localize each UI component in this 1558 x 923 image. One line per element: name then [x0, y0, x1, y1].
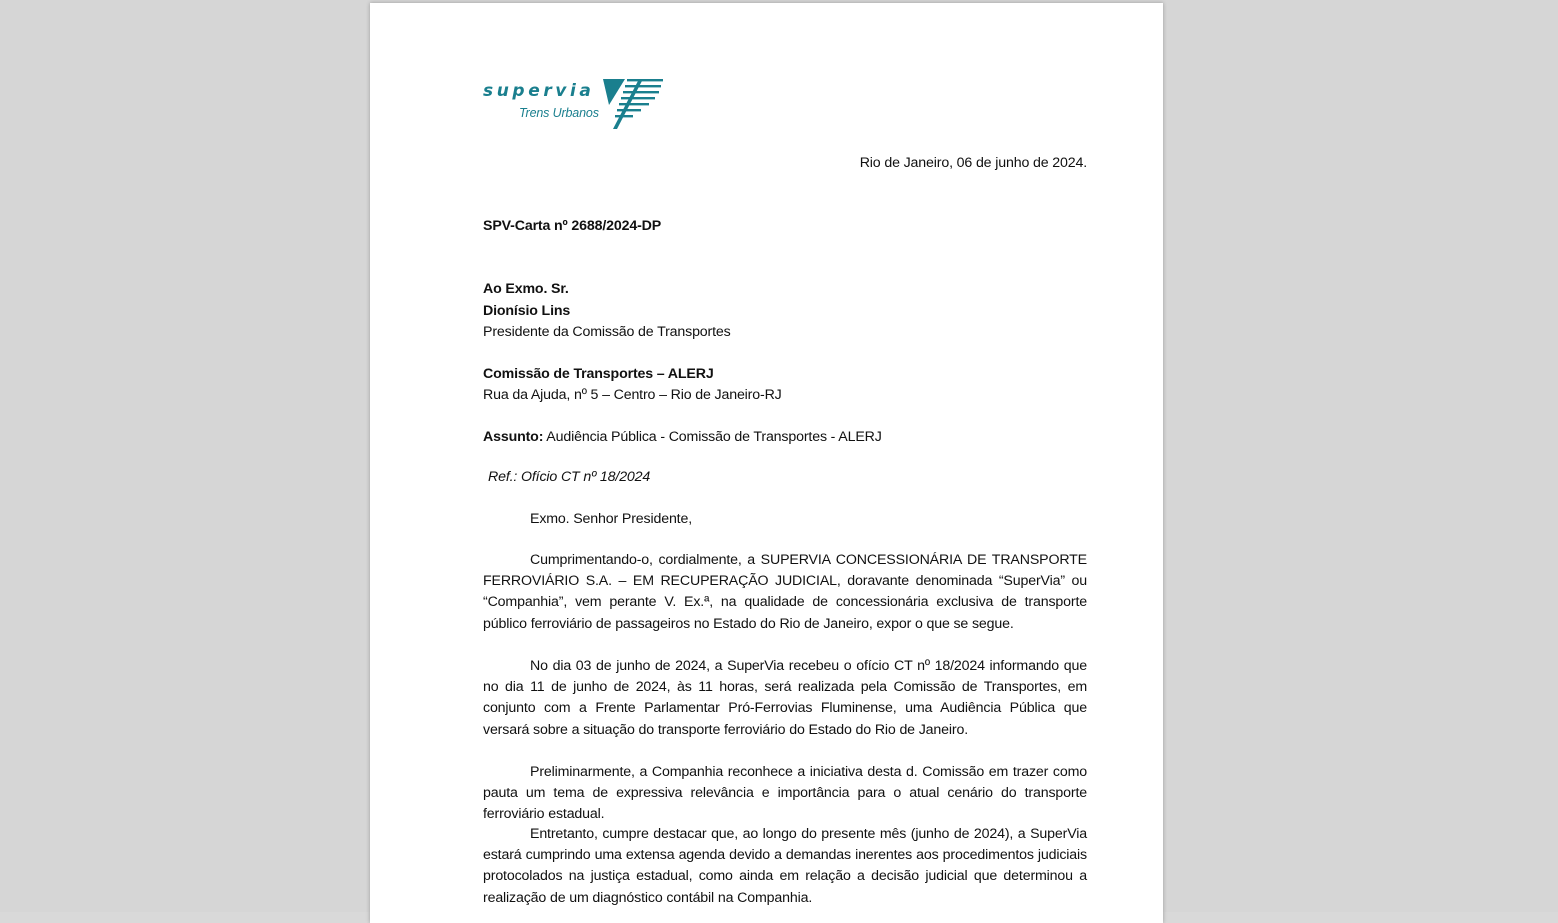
reference-number: SPV-Carta nº 2688/2024-DP [483, 218, 662, 234]
organization-name: Comissão de Transportes – ALERJ [483, 366, 714, 382]
place-date: Rio de Janeiro, 06 de junho de 2024. [859, 155, 1087, 171]
supervia-logo [483, 75, 673, 131]
subject-label: Assunto: [483, 429, 544, 445]
body-paragraph-2: No dia 03 de junho de 2024, a SuperVia recebeu o ofício CT nº 18/2024 informando que no dia 11 de junho de 2024, às 11 horas, será realizada pela Comissão de Transportes, em conjunto com a Frente Parlamentar Pró-Ferrovias Fluminense, uma Audiência Pública que versará sobre a situação do transporte ferroviário do Estado do Rio de Janeiro. [483, 658, 1087, 738]
greeting: Exmo. Senhor Presidente, [530, 511, 693, 527]
reference-line: Ref.: Ofício CT nº 18/2024 [488, 469, 651, 485]
logo-tagline: Trens Urbanos [519, 106, 599, 120]
body-paragraph-1: Cumprimentando-o, cordialmente, a SUPERVIA CONCESSIONÁRIA DE TRANSPORTE FERROVIÁRIO S.A. – EM RECUPERAÇÃO JUDICIAL, doravante denominada “SuperVia” ou “Companhia”, vem perante V. Ex.ª, na qualidade de concessionária exclusiva de transporte público ferroviário de passageiros no Estado do Rio de Janeiro, expor o que se segue. [483, 552, 1087, 632]
body-paragraph-3: Preliminarmente, a Companhia reconhece a iniciativa desta d. Comissão em trazer como pauta um tema de expressiva relevância e importância para o atual cenário do transporte ferroviário estadual. [483, 764, 1087, 823]
recipient-salutation: Ao Exmo. Sr. [483, 281, 569, 297]
recipient-title: Presidente da Comissão de Transportes [483, 324, 731, 340]
subject-text: Audiência Pública - Comissão de Transportes - ALERJ [546, 429, 882, 445]
supervia-logo-icon [603, 75, 663, 131]
organization-address: Rua da Ajuda, nº 5 – Centro – Rio de Janeiro-RJ [483, 387, 782, 403]
logo-brand: supervia [483, 81, 595, 101]
recipient-name: Dionísio Lins [483, 303, 571, 319]
body-paragraph-4: Entretanto, cumpre destacar que, ao longo do presente mês (junho de 2024), a SuperVia estará cumprindo uma extensa agenda devido a demandas inerentes aos procedimentos judiciais protocolados na justiça estadual, como ainda em relação a decisão judicial que determinou a realização de um diagnóstico contábil na Companhia. [483, 826, 1087, 906]
letter-page [370, 3, 1163, 923]
subject-line [483, 429, 882, 445]
